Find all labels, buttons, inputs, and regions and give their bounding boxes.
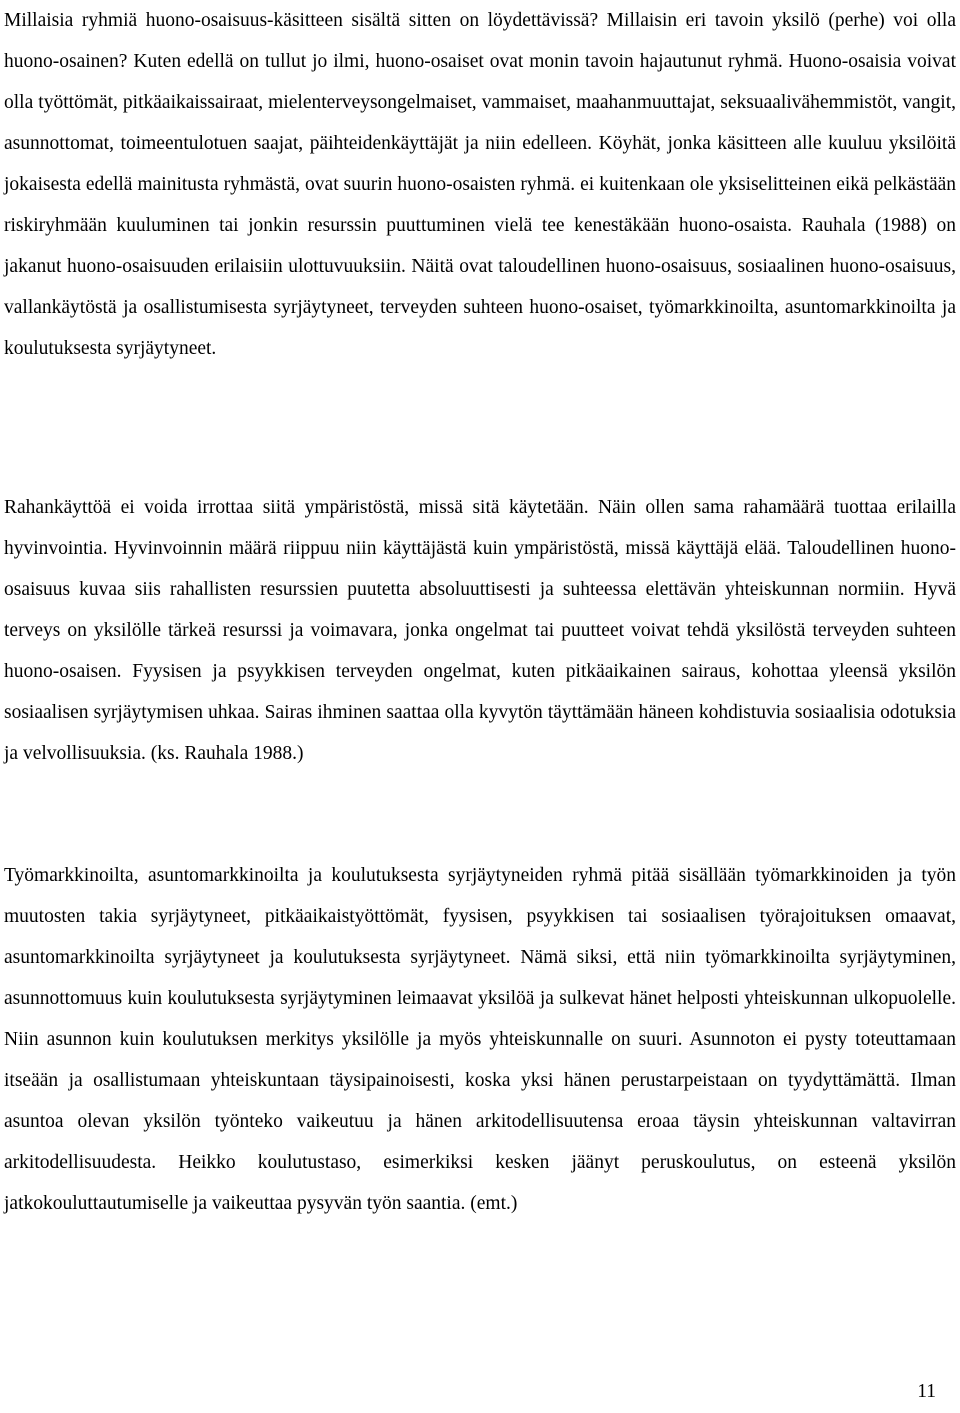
page-number: 11	[917, 1381, 936, 1402]
paragraph-3: Työmarkkinoilta, asuntomarkkinoilta ja koulutuksesta syrjäytyneiden ryhmä pitää sisällään työmarkkinoiden ja työn muutosten takia syrjäytyneet, pitkäaikaistyöttömät, fyysisen, psyykkisen tai sosiaalisen työrajoituksen omaavat, asuntomarkkinoilta syrjäytyneet ja koulutuksesta syrjäytyneet. Nämä siksi, että niin työmarkkinoilta syrjäytyminen, asunnottomuus kuin koulutuksesta syrjäytyminen leimaavat yksilöä ja sulkevat hänet helposti yhteiskunnan ulkopuolelle. Niin asunnon kuin koulutuksen merkitys yksilölle ja myös yhteiskunnalle on suuri. Asunnoton ei pysty toteuttamaan itseään ja osallistumaan yhteiskuntaan täysipainoisesti, koska yksi hänen perustarpeistaan on tyydyttämättä. Ilman asuntoa olevan yksilön työnteko vaikeutuu ja hänen arkitodellisuutensa eroaa täysin yhteiskunnan valtavirran arkitodellisuudesta. Heikko koulutustaso, esimerkiksi kesken jäänyt peruskoulutus, on esteenä yksilön jatkokouluttautumiselle ja vaikeuttaa pysyvän työn saantia. (emt.)	[4, 865, 956, 1214]
paragraph-1: Millaisia ryhmiä huono-osaisuus-käsitteen sisältä sitten on löydettävissä? Millaisin eri tavoin yksilö (perhe) voi olla huono-osainen? Kuten edellä on tullut jo ilmi, huono-osaiset ovat monin tavoin hajautunut ryhmä. Huono-osaisia voivat olla työttömät, pitkäaikaissairaat, mielenterveysongelmaiset, vammaiset, maahanmuuttajat, seksuaalivähemmistöt, vangit, asunnottomat, toimeentulotuen saajat, päihteidenkäyttäjät ja niin edelleen. Köyhät, jonka käsitteen alle kuuluu yksilöitä jokaisesta edellä mainitusta ryhmästä, ovat suurin huono-osaisten ryhmä. ei kuitenkaan ole yksiselitteinen eikä pelkästään riskiryhmään kuuluminen tai jonkin resurssin puuttuminen vielä tee kenestäkään huono-osaista. Rauhala (1988) on jakanut huono-osaisuuden erilaisiin ulottuvuuksiin. Näitä ovat taloudellinen huono-osaisuus, sosiaalinen huono-osaisuus, vallankäytöstä ja osallistumisesta syrjäytyneet, terveyden suhteen huono-osaiset, työmarkkinoilta, asuntomarkkinoilta ja koulutuksesta syrjäytyneet.	[4, 10, 956, 359]
paragraph-2: Rahankäyttöä ei voida irrottaa siitä ympäristöstä, missä sitä käytetään. Näin ollen sama rahamäärä tuottaa erilailla hyvinvointia. Hyvinvoinnin määrä riippuu niin käyttäjästä kuin ympäristöstä, missä käyttäjä elää. Taloudellinen huono-osaisuus kuvaa siis rahallisten resurssien puutetta absoluuttisesti ja suhteessa elettävän yhteiskunnan normiin. Hyvä terveys on yksilölle tärkeä resurssi ja voimavara, jonka ongelmat tai puutteet voivat tehdä yksilöstä terveyden suhteen huono-osaisen. Fyysisen ja psyykkisen terveyden ongelmat, kuten pitkäaikainen sairaus, kohottaa yleensä yksilön sosiaalisen syrjäytymisen uhkaa. Sairas ihminen saattaa olla kyvytön täyttämään häneen kohdistuvia sosiaalisia odotuksia ja velvollisuuksia. (ks. Rauhala 1988.)	[4, 497, 956, 764]
